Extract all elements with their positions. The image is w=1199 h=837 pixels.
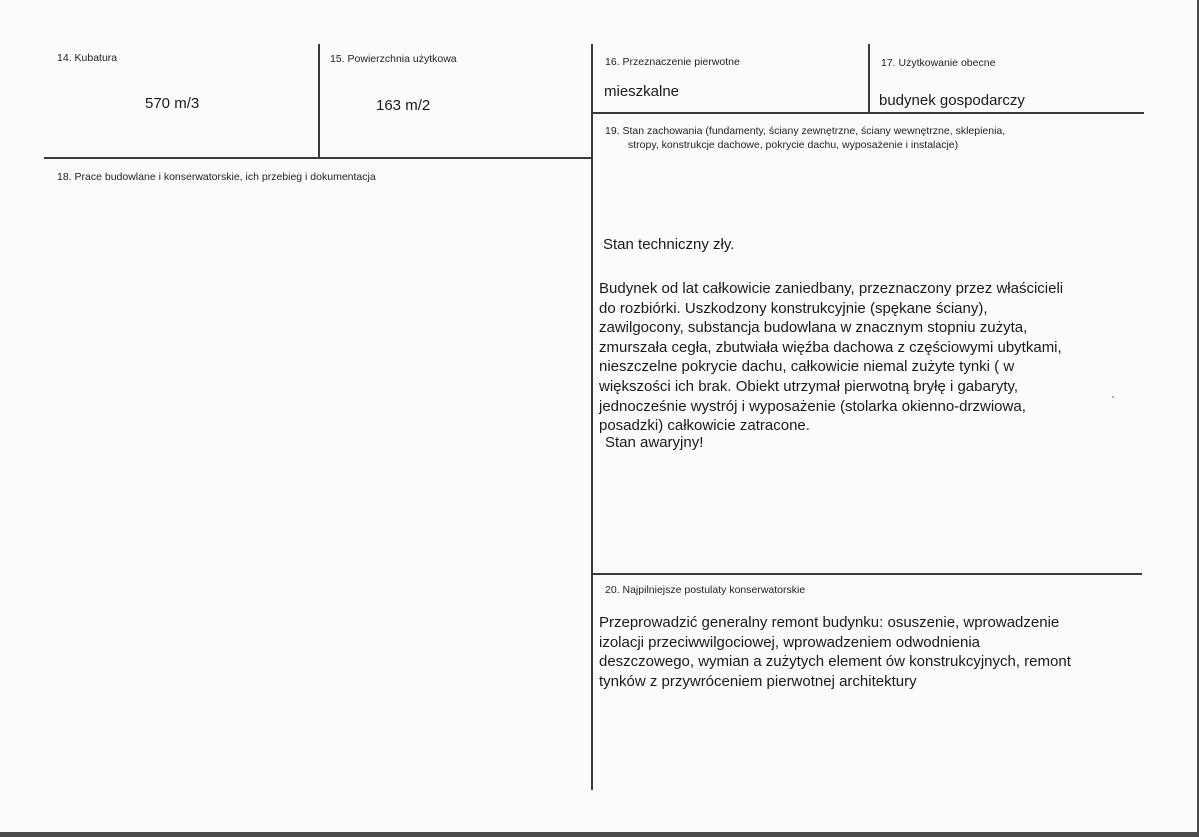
field-16-value: mieszkalne bbox=[604, 83, 680, 100]
field-17-label: 17. Użytkowanie obecne bbox=[881, 57, 996, 69]
field-14-label: 14. Kubatura bbox=[57, 52, 118, 64]
field-15-value: 163 m/2 bbox=[376, 97, 431, 114]
divider-v-16-17 bbox=[868, 44, 870, 112]
scan-speck bbox=[1112, 396, 1114, 398]
field-19-body: Budynek od lat całkowicie zaniedbany, przeznaczony przez właścicieli do rozbiórki. Uszkodzony konstrukcyjnie (spękane ściany), zawilgocony, substancja budowlana w znacznym stopniu zużyta, zmurszała cegła, zbutwiała więźba dachowa z częściowymi ubytkami, nieszczelne pokrycie dachu, całkowicie niemal zużyte tynki ( w większości ich brak. Obiekt utrzymał pierwotną bryłę i gabaryty, jednocześnie wystrój i wyposażenie (stolarka okienno-drzwiowa, posadzki) całkowicie zatracone. bbox=[599, 280, 1064, 435]
field-17-value: budynek gospodarczy bbox=[879, 92, 1025, 109]
field-20-label: 20. Najpilniejsze postulaty konserwatorskie bbox=[605, 584, 806, 596]
field-14-value: 570 m/3 bbox=[145, 95, 200, 112]
field-19-heading: Stan techniczny zły. bbox=[603, 236, 735, 253]
field-15-label: 15. Powierzchnia użytkowa bbox=[330, 53, 457, 65]
field-19-label-line1: 19. Stan zachowania (fundamenty, ściany zewnętrzne, ściany wewnętrzne, sklepienia, bbox=[605, 125, 1006, 137]
divider-v-14-15 bbox=[318, 44, 320, 158]
divider-h-top-right bbox=[591, 112, 1144, 114]
divider-h-19-20 bbox=[591, 573, 1142, 575]
divider-h-left bbox=[44, 157, 593, 159]
field-19-label-line2: stropy, konstrukcje dachowe, pokrycie dachu, wyposażenie i instalacje) bbox=[628, 139, 959, 151]
divider-v-main bbox=[591, 44, 593, 790]
field-16-label: 16. Przeznaczenie pierwotne bbox=[605, 56, 740, 68]
field-19-conclusion: Stan awaryjny! bbox=[605, 434, 704, 451]
field-18-label: 18. Prace budowlane i konserwatorskie, ich przebieg i dokumentacja bbox=[57, 171, 376, 183]
field-20-body: Przeprowadzić generalny remont budynku: osuszenie, wprowadzenie izolacji przeciwwilgociowej, wprowadzeniem odwodnienia deszczowego, wymian a zużytych element ów konstrukcyjnych, remont tynków z przywróceniem pierwotnej architektury bbox=[599, 614, 1071, 690]
